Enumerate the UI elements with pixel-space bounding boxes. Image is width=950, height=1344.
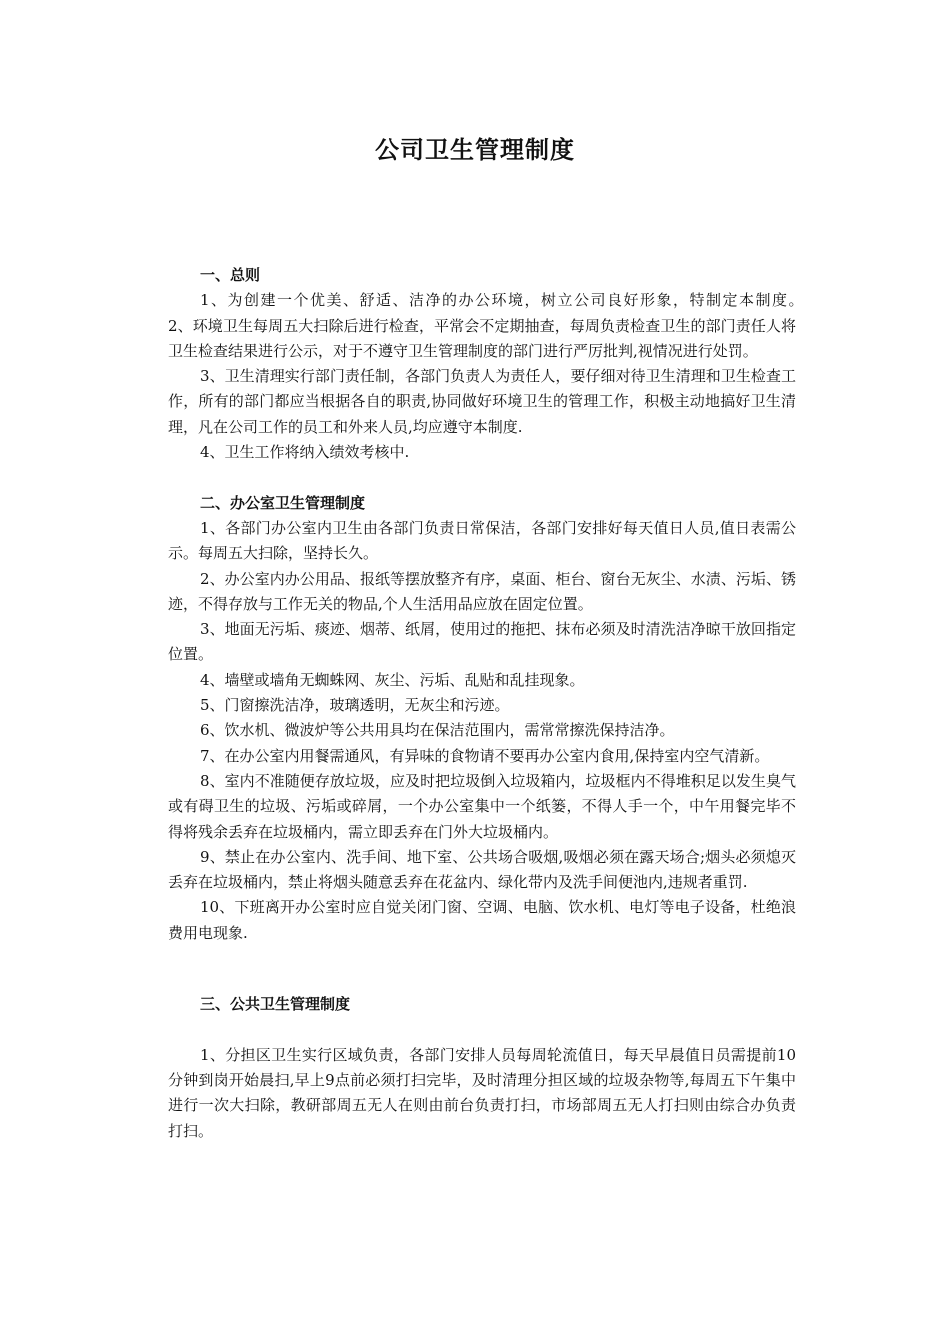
paragraph: 10、下班离开办公室时应自觉关闭门窗、空调、电脑、饮水机、电灯等电子设备，杜绝浪费用电现象. xyxy=(168,898,796,942)
spacer xyxy=(168,946,796,992)
paragraph: 1、各部门办公室内卫生由各部门负责日常保洁，各部门安排好每天值日人员,值日表需公示。每周五大扫除，坚持长久。 xyxy=(168,518,796,563)
paragraph: 4、墙壁或墙角无蜘蛛网、灰尘、污垢、乱贴和乱挂现象。 xyxy=(200,670,585,689)
paragraph: 3、地面无污垢、痰迹、烟蒂、纸屑，使用过的拖把、抹布必须及时清洗洁净晾干放回指定位置。 xyxy=(168,620,796,664)
section-heading: 一、总则 xyxy=(200,266,261,284)
paragraph: 3、卫生清理实行部门责任制，各部门负责人为责任人，要仔细对待卫生清理和卫生检查工作，所有的部门都应当根据各自的职责,协同做好环境卫生的管理工作，积极主动地搞好卫生清理，凡在公司工作的员工和外来人员,均应遵守本制度. xyxy=(168,367,796,436)
paragraph: 8、室内不准随便存放垃圾，应及时把垃圾倒入垃圾箱内，垃圾框内不得堆积足以发生臭气或有碍卫生的垃圾、污垢或碎屑，一个办公室集中一个纸篓，不得人手一个，中午用餐完毕不得将残余丢弃在垃圾桶内，需立即丢弃在门外大垃圾桶内。 xyxy=(168,771,796,841)
paragraph: 6、饮水机、微波炉等公共用具均在保洁范围内，需常常擦洗保持洁净。 xyxy=(200,721,675,740)
paragraph: 5、门窗擦洗洁净，玻璃透明，无灰尘和污迹。 xyxy=(200,696,510,715)
paragraph: 7、在办公室内用餐需通风，有异味的食物请不要再办公室内食用,保持室内空气清新。 xyxy=(200,746,770,765)
section-heading: 三、公共卫生管理制度 xyxy=(200,995,351,1014)
paragraph: 2、办公室内办公用品、报纸等摆放整齐有序，桌面、柜台、窗台无灰尘、水渍、污垢、锈迹，不得存放与工作无关的物品,个人生活用品应放在固定位置。 xyxy=(168,569,796,613)
paragraph: 1、分担区卫生实行区域负责，各部门安排人员每周轮流值日，每天早晨值日员需提前10分钟到岗开始晨扫,早上9点前必须打扫完毕，及时清理分担区域的垃圾杂物等,每周五下午集中进行一次大扫除，教研部周五无人在则由前台负责打扫，市场部周五无人打扫则由综合办负责打扫。 xyxy=(168,1045,796,1140)
paragraph: 4、卫生工作将纳入绩效考核中. xyxy=(200,443,410,462)
document-body xyxy=(168,263,827,1144)
section-heading: 二、办公室卫生管理制度 xyxy=(200,493,366,512)
spacer xyxy=(168,1017,796,1042)
section-public xyxy=(168,992,796,1144)
document-title: 公司卫生管理制度 xyxy=(375,136,575,164)
paragraph: 9、禁止在办公室内、洗手间、地下室、公共场合吸烟,吸烟必须在露天场合;烟头必须熄灭丢弃在垃圾桶内，禁止将烟头随意丢弃在花盆内、绿化带内及洗手间便池内,违规者重罚. xyxy=(168,847,796,892)
spacer xyxy=(168,465,796,490)
paragraph: 1、为创建一个优美、舒适、洁净的办公环境，树立公司良好形象，特制定本制度。 2、环境卫生每周五大扫除后进行检查，平常会不定期抽查，每周负责检查卫生的部门责任人将卫生检查结果进行公示，对于不遵守卫生管理制度的部门进行严厉批判,视情况进行处罚。 xyxy=(168,291,827,360)
section-office xyxy=(168,491,796,946)
section-general xyxy=(168,263,827,465)
